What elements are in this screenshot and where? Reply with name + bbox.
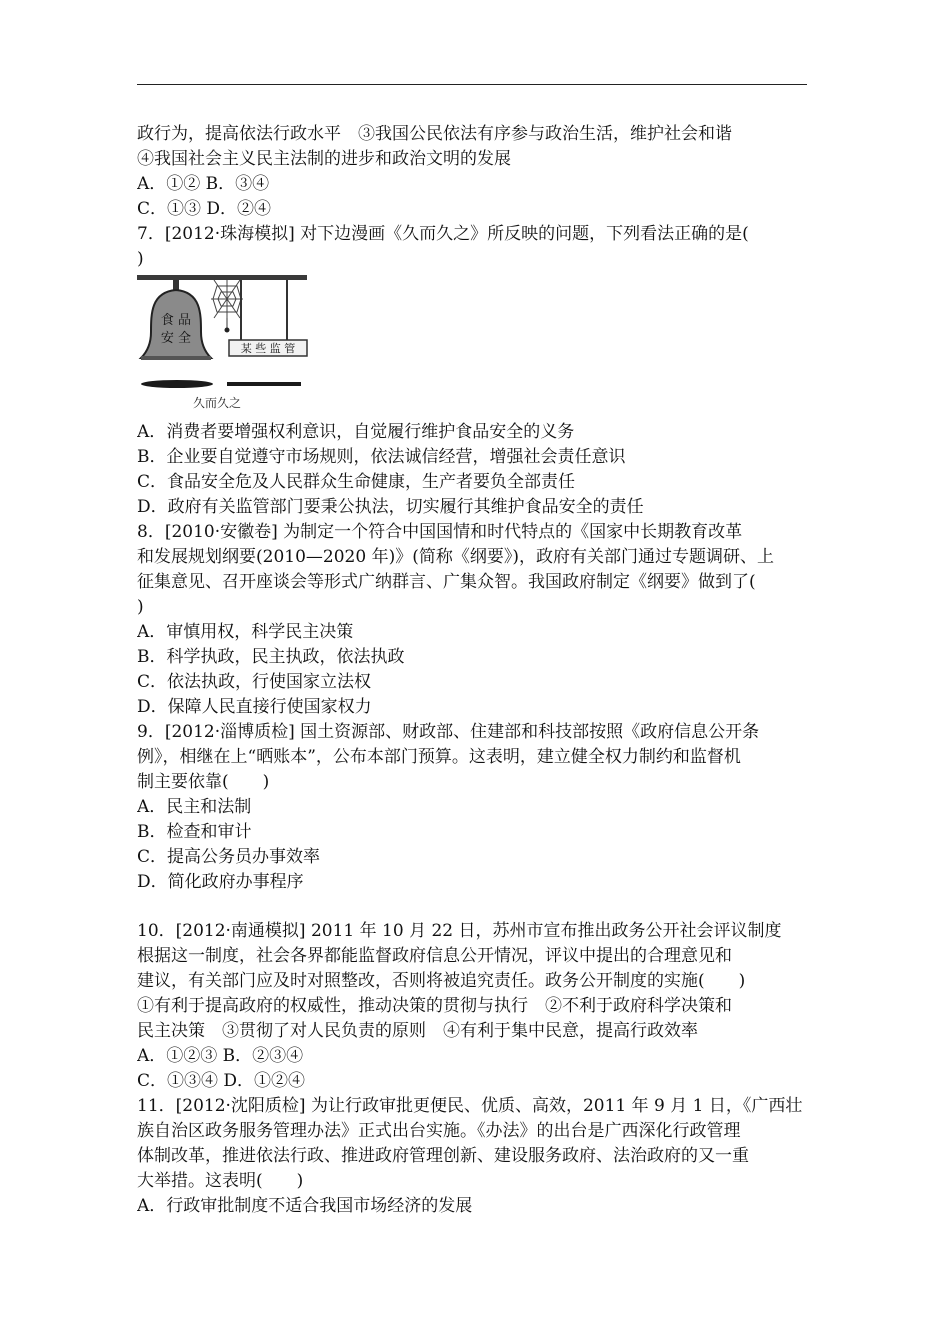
text-line: 民主决策 ③贯彻了对人民负责的原则 ④有利于集中民意，提高行政效率	[137, 1021, 698, 1041]
text-line: ④我国社会主义民主法制的进步和政治文明的发展	[137, 149, 511, 169]
text-line: ①有利于提高政府的权威性，推动决策的贯彻与执行 ②不利于政府科学决策和	[137, 996, 732, 1016]
option-line: A．消费者要增强权利意识，自觉履行维护食品安全的义务	[137, 422, 575, 442]
option-line: D．政府有关监管部门要秉公执法，切实履行其维护食品安全的责任	[137, 497, 644, 517]
option-line: A．行政审批制度不适合我国市场经济的发展	[137, 1196, 473, 1216]
content-area	[137, 122, 812, 1219]
sign-text: 某 些 监 管	[240, 342, 296, 355]
text-line: 体制改革，推进依法行政、推进政府管理创新、建设服务政府、法治政府的又一重	[137, 1146, 749, 1166]
beam	[137, 275, 307, 280]
option-line: A．审慎用权，科学民主决策	[137, 622, 354, 642]
bell-text-top: 食 品	[160, 313, 192, 328]
question-9-stem: 9．[2012·淄博质检] 国土资源部、财政部、住建部和科技部按照《政府信息公开条	[137, 722, 760, 742]
option-line: A．①②③ B．②③④	[137, 1046, 304, 1066]
option-line: D．保障人民直接行使国家权力	[137, 697, 372, 717]
text-line: 族自治区政务服务管理办法》正式出台实施。《办法》的出台是广西深化行政管理	[137, 1121, 741, 1141]
spider-web	[211, 280, 243, 318]
question-10-stem: 10．[2012·南通模拟] 2011 年 10 月 22 日，苏州市宣布推出政务公开社会评议制度	[137, 921, 782, 941]
cartoon-caption: 久而久之	[193, 396, 242, 410]
cartoon-image	[137, 274, 317, 416]
text-line: 制主要依靠( )	[137, 772, 270, 792]
question-11-stem: 11．[2012·沈阳质检] 为让行政审批更便民、优质、高效，2011 年 9 月 1 日，《广西壮	[137, 1096, 803, 1116]
text-line: )	[137, 249, 144, 269]
option-line: C．①③④ D．①②④	[137, 1071, 306, 1091]
question-7-stem: 7．[2012·珠海模拟] 对下边漫画《久而久之》所反映的问题，下列看法正确的是(	[137, 224, 749, 244]
text-line: 政行为，提高依法行政水平 ③我国公民依法有序参与政治生活，维护社会和谐	[137, 124, 732, 144]
header-rule	[137, 84, 807, 85]
bell-shadow	[141, 380, 213, 388]
text-line: 建议，有关部门应及时对照整改，否则将被追究责任。政务公开制度的实施( )	[137, 971, 746, 991]
text-line: 大举措。这表明( )	[137, 1171, 304, 1191]
option-line: C．提高公务员办事效率	[137, 847, 321, 867]
text-line: 征集意见、召开座谈会等形式广纳群言、广集众智。我国政府制定《纲要》做到了(	[137, 572, 756, 592]
blank-gap	[137, 895, 812, 919]
option-line: C．依法执政，行使国家立法权	[137, 672, 372, 692]
text-line: 和发展规划纲要(2010—2020 年)》(简称《纲要》)，政府有关部门通过专题调研、上	[137, 547, 774, 567]
text-line: 根据这一制度，社会各界都能监督政府信息公开情况，评议中提出的合理意见和	[137, 946, 732, 966]
sign-shadow	[227, 382, 301, 386]
option-line: D．简化政府办事程序	[137, 872, 304, 892]
section-bottom	[137, 919, 812, 1219]
option-line: B．企业要自觉遵守市场规则，依法诚信经营，增强社会责任意识	[137, 447, 626, 467]
bell-text-bottom: 安 全	[160, 331, 192, 346]
text-line: C．①③ D．②④	[137, 199, 272, 219]
option-line: A．民主和法制	[137, 797, 252, 817]
option-line: B．检查和审计	[137, 822, 252, 842]
text-line: A．①② B．③④	[137, 174, 270, 194]
option-line: C．食品安全危及人民群众生命健康，生产者要负全部责任	[137, 472, 576, 492]
section-top	[137, 122, 812, 272]
bell-rim	[141, 356, 211, 360]
question-8-stem: 8．[2010·安徽卷] 为制定一个符合中国国情和时代特点的《国家中长期教育改革	[137, 522, 743, 542]
option-line: B．科学执政，民主执政，依法执政	[137, 647, 405, 667]
text-line: )	[137, 597, 144, 617]
text-line: 例》，相继在上“晒账本”，公布本部门预算。这表明，建立健全权力制约和监督机	[137, 747, 741, 767]
section-middle	[137, 420, 812, 895]
spider	[225, 328, 230, 333]
